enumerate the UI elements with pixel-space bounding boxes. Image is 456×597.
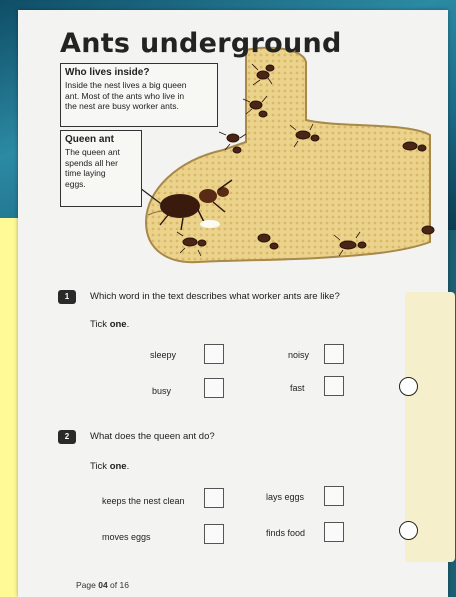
option-checkbox[interactable] [204,488,224,508]
tick-prefix: Tick [90,461,110,472]
option-label: busy [152,386,172,396]
tick-suffix: . [126,461,130,472]
question-2-text: What does the queen ant do? [90,431,215,442]
worksheet-page [18,10,448,597]
who-lives-heading: Who lives inside? [65,67,150,78]
tick-bold: one [109,319,127,330]
question-number-badge: 2 [58,430,76,444]
tick-bold: one [109,461,127,472]
option-label: noisy [288,350,310,360]
tick-prefix: Tick [90,319,110,330]
worker-ant [403,142,417,150]
option-label: lays eggs [266,492,305,502]
option-label: keeps the nest clean [102,496,185,506]
option-label: finds food [266,528,306,538]
tick-one-instruction [90,319,129,330]
worker-ant [250,101,262,109]
who-lives-line: ant. Most of the ants who live in [65,90,185,101]
footer-of: of [107,580,120,590]
tick-suffix: . [126,319,130,330]
page-title: Ants underground [60,28,342,59]
option-label: fast [290,383,305,393]
worker-ant [422,226,434,234]
footer-current-page: 04 [98,580,108,590]
page-footer [76,580,129,590]
worker-ant [257,71,269,79]
worker-ant [227,134,239,142]
question-number-badge: 1 [58,290,76,304]
who-lives-box [60,63,218,127]
queen-ant-line: eggs. [65,178,86,189]
option-checkbox[interactable] [324,522,344,542]
queen-ant-line: time laying [65,168,106,178]
queen-ant-box [60,130,142,207]
option-label: moves eggs [102,532,151,542]
queen-ant [160,194,200,218]
queen-ant-line: The queen ant [65,147,120,157]
option-label: sleepy [150,350,177,360]
option-checkbox[interactable] [324,344,344,364]
worker-ant [183,238,197,246]
mark-circle[interactable] [399,377,418,396]
queen-ant-heading: Queen ant [65,134,114,145]
queen-ant-line: spends all her [65,157,118,168]
option-checkbox[interactable] [204,344,224,364]
who-lives-line: the nest are busy worker ants. [65,101,179,111]
worker-ant [258,234,270,242]
question-1-text: Which word in the text describes what worker ants are like? [90,291,340,302]
worker-ant [296,131,310,139]
mark-circle[interactable] [399,521,418,540]
who-lives-line: Inside the nest lives a big queen [65,80,187,90]
option-checkbox[interactable] [204,378,224,398]
worker-ant [340,241,356,249]
footer-prefix: Page [76,580,99,590]
option-checkbox[interactable] [324,486,344,506]
option-checkbox[interactable] [204,524,224,544]
tick-one-instruction [90,461,129,472]
option-checkbox[interactable] [324,376,344,396]
footer-total-pages: 16 [119,580,129,590]
